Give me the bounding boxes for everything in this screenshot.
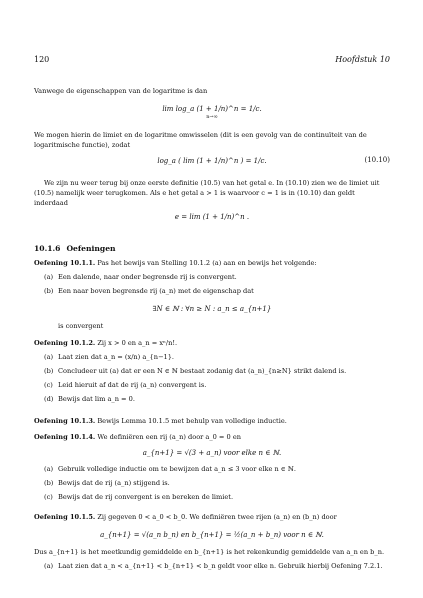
list-item: (d) Bewijs dat lim a_n = 0. (44, 395, 135, 403)
paragraph-continuity: We mogen hierin de limiet en de logaritme omwisselen (dit is een gevolg van de continuïteit van de logaritmische functie), zodat (34, 131, 367, 149)
list-item: (a) Een dalende, naar onder begrensde rij is convergent. (44, 273, 237, 281)
exercise-label: Oefening 10.1.2. (34, 339, 96, 347)
section-heading (34, 244, 116, 253)
list-item: (a) Laat zien dat a_n < a_{n+1} < b_{n+1} < b_n geldt voor elke n. Gebruik hierbij Oefening 7.2.1. (44, 562, 383, 570)
equation-limit-subscript: n→∞ (206, 114, 218, 120)
exercise-label: Oefening 10.1.4. (34, 433, 96, 441)
page-number: 120 (34, 55, 50, 64)
item-continuation: is convergent (58, 322, 104, 330)
section-title: Oefeningen (66, 244, 116, 253)
paragraph-definition-e: We zijn nu weer terug bij onze eerste definitie (10.5) van het getal e. In (10.10) zien we de limiet uit (10.5) namelijk weer terugkomen. Als e het getal a > 1 is waarvoor c = 1 is in (10.10) dan geldt inderdaad (34, 179, 380, 207)
equation-limit-log: lim log_a (1 + 1/n)^n = 1/c. (162, 105, 262, 113)
equation-means: a_{n+1} = √(a_n b_n) en b_{n+1} = ½(a_n + b_n) voor n ∈ ℕ. (100, 531, 324, 539)
list-item: (b) Concludeer uit (a) dat er een N ∈ ℕ bestaat zodanig dat (a_n)_{n≥N} strikt dalend is. (44, 367, 347, 375)
equation-monotone: ∃N ∈ ℕ : ∀n ≥ N : a_n ≤ a_{n+1} (152, 305, 272, 313)
exercise-text: We definiëren een rij (a_n) door a_0 = 0 en (97, 433, 241, 441)
exercise-text: Bewijs Lemma 10.1.5 met behulp van volledige inductie. (97, 417, 287, 425)
equation-recursion: a_{n+1} = √(3 + a_n) voor elke n ∈ ℕ. (142, 449, 282, 457)
chapter-title: Hoofdstuk 10 (335, 55, 390, 64)
equation-10-10: log_a ( lim (1 + 1/n)^n ) = 1/c. (157, 157, 267, 165)
list-item: (c) Leid hieruit af dat de rij (a_n) convergent is. (44, 381, 207, 389)
intro-text: Vanwege de eigenschappen van de logaritme is dan (34, 87, 208, 95)
exercise-text: Zij gegeven 0 < a_0 < b_0. We definiëren twee rijen (a_n) en (b_n) door (97, 513, 337, 521)
paragraph-means: Dus a_{n+1} is het meetkundig gemiddelde en b_{n+1} is het rekenkundig gemiddelde van a_n en b_n. (34, 548, 385, 556)
exercise-10-1-1 (34, 258, 390, 268)
exercise-label: Oefening 10.1.5. (34, 513, 96, 521)
equation-e-limit: e = lim (1 + 1/n)^n . (174, 213, 250, 221)
exercise-10-1-2 (34, 338, 390, 348)
exercise-label: Oefening 10.1.1. (34, 259, 96, 267)
list-item: (c) Bewijs dat de rij convergent is en bereken de limiet. (44, 493, 234, 501)
list-item: (b) Bewijs dat de rij (a_n) stijgend is. (44, 479, 170, 487)
exercise-10-1-5 (34, 512, 390, 522)
list-item: (a) Gebruik volledige inductie om te bewijzen dat a_n ≤ 3 voor elke n ∈ ℕ. (44, 465, 296, 473)
equation-number: (10.10) (364, 156, 390, 164)
exercise-10-1-3 (34, 416, 390, 426)
exercise-10-1-4 (34, 432, 390, 442)
list-item: (a) Laat zien dat a_n = (x/n) a_{n−1}. (44, 353, 175, 361)
exercise-label: Oefening 10.1.3. (34, 417, 96, 425)
list-item: (b) Een naar boven begrensde rij (a_n) met de eigenschap dat (44, 287, 254, 295)
section-number: 10.1.6 (34, 244, 61, 253)
exercise-text: Zij x > 0 en a_n = xⁿ/n!. (97, 339, 178, 347)
exercise-text: Pas het bewijs van Stelling 10.1.2 (a) aan en bewijs het volgende: (97, 259, 317, 267)
